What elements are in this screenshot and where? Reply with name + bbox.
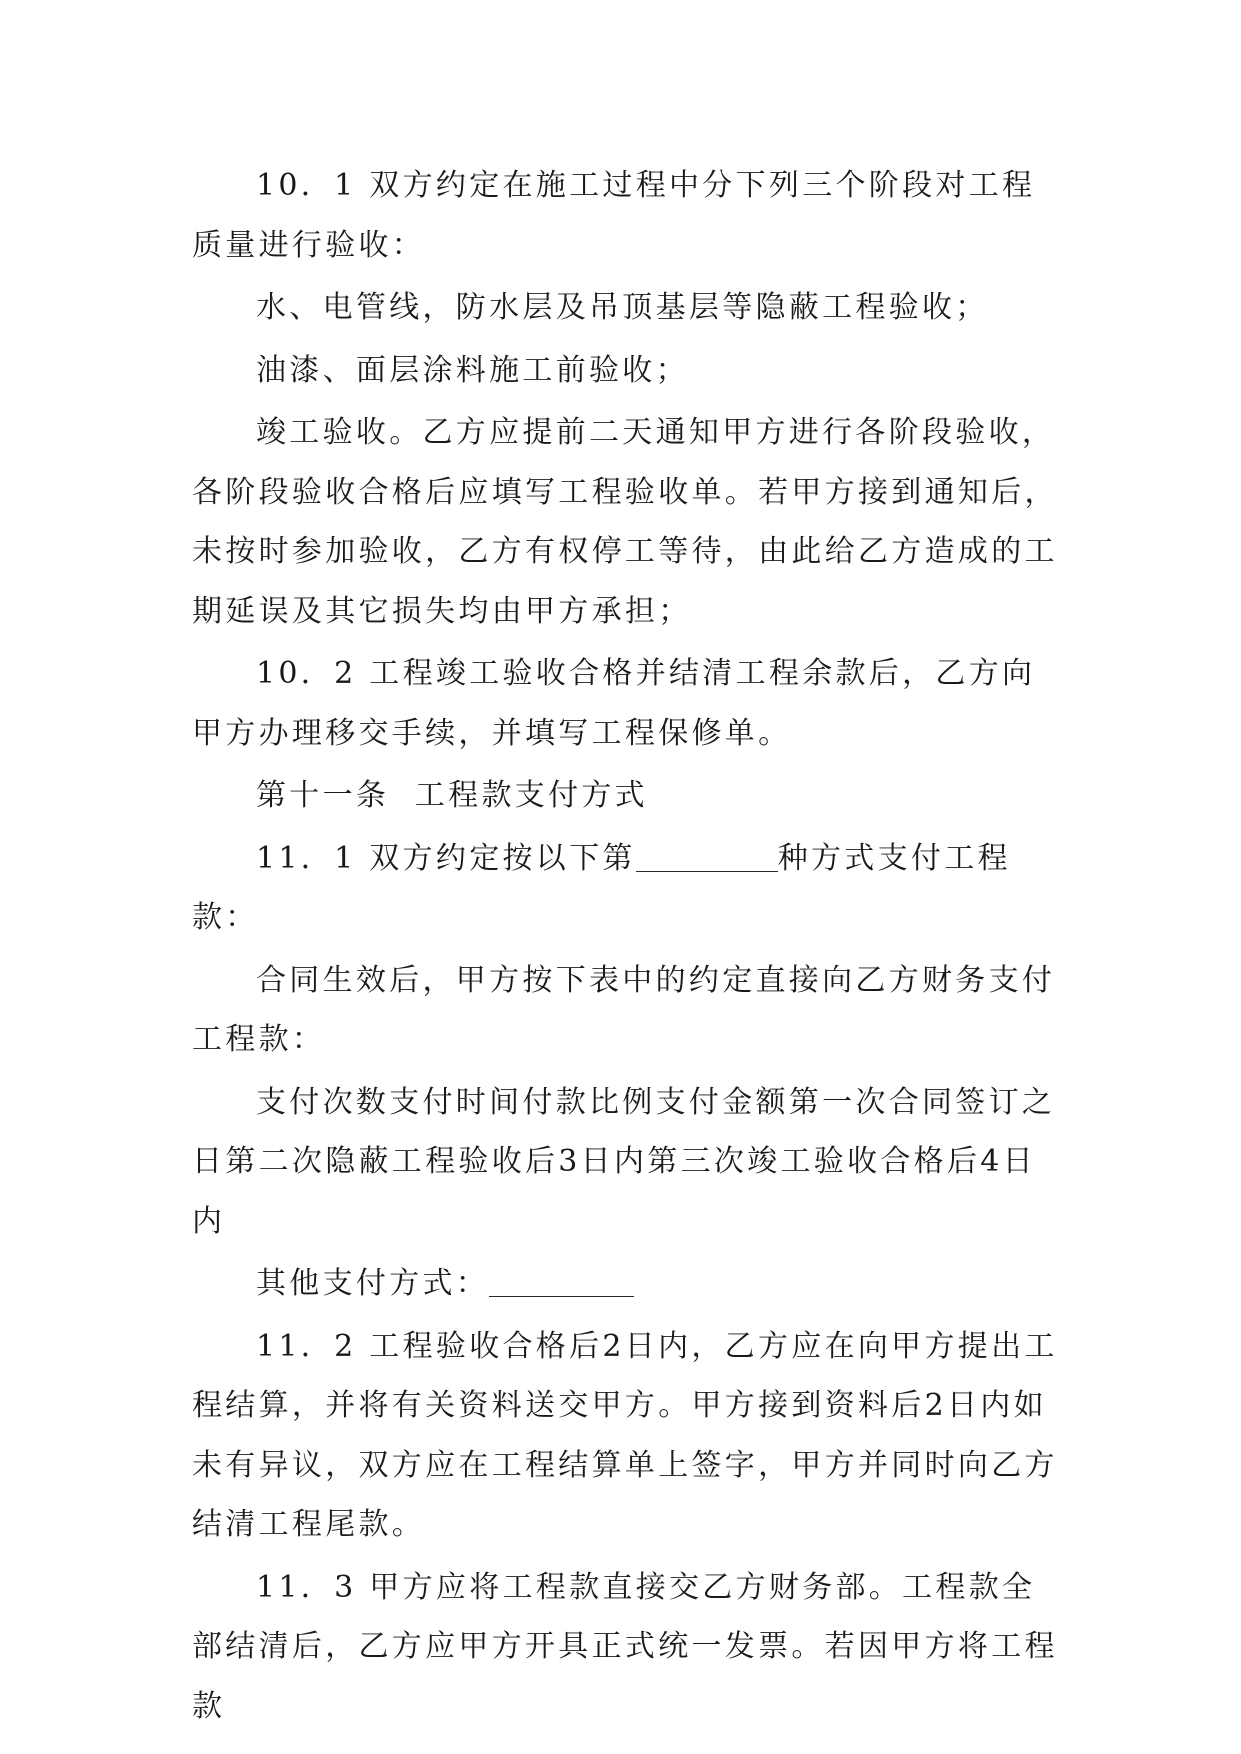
- paragraph-10-1: 10．1 双方约定在施工过程中分下列三个阶段对工程质量进行验收：: [192, 168, 1036, 263]
- paragraph-11-1-text-before: 11．1 双方约定按以下第: [256, 840, 636, 876]
- paragraph-hidden-works-acceptance: 水、电管线，防水层及吊顶基层等隐蔽工程验收；: [256, 290, 989, 325]
- other-payment-blank[interactable]: [489, 1262, 634, 1297]
- paragraph-contract-effective: 合同生效后，甲方按下表中的约定直接向乙方财务支付工程款：: [192, 962, 1056, 1057]
- other-payment-label: 其他支付方式：: [256, 1266, 490, 1301]
- document-body: [192, 156, 1064, 1739]
- section-heading-article-11: 第十一条 工程款支付方式: [256, 778, 648, 813]
- paragraph-paint-acceptance: 油漆、面层涂料施工前验收；: [256, 352, 689, 388]
- paragraph-completion-acceptance: 竣工验收。乙方应提前二天通知甲方进行各阶段验收，各阶段验收合格后应填写工程验收单。若甲方接到通知后，未按时参加验收，乙方有权停工等待，由此给乙方造成的工期延误及其它损失均由甲方承担；: [192, 415, 1058, 629]
- paragraph-11-3: 11．3 甲方应将工程款直接交乙方财务部。工程款全部结清后，乙方应甲方开具正式统一发票。若因甲方将工程款: [192, 1569, 1058, 1724]
- paragraph-other-payment: [192, 1254, 1064, 1314]
- paragraph-10-2: 10．2 工程竣工验收合格并结清工程余款后，乙方向甲方办理移交手续，并填写工程保修单。: [192, 656, 1036, 751]
- paragraph-11-1-text-after: 种方式支付工程款：: [192, 840, 1011, 935]
- payment-method-blank[interactable]: [636, 837, 778, 872]
- paragraph-11-1: [192, 829, 1064, 948]
- paragraph-11-2: 11．2 工程验收合格后2日内，乙方应在向甲方提出工程结算，并将有关资料送交甲方。甲方接到资料后2日内如未有异议，双方应在工程结算单上签字，甲方并同时向乙方结清工程尾款。: [192, 1328, 1058, 1542]
- paragraph-payment-schedule: 支付次数支付时间付款比例支付金额第一次合同签订之日第二次隐蔽工程验收后3日内第三次竣工验收合格后4日内: [192, 1084, 1056, 1239]
